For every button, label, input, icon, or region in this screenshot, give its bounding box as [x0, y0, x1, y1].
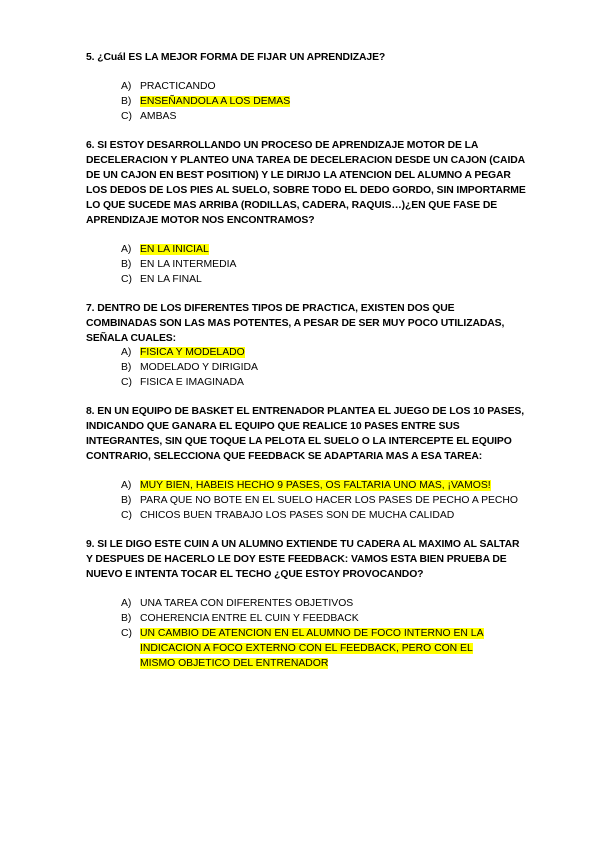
- answer-option-a: [121, 345, 258, 360]
- option-text-highlighted: MUY BIEN, HABEIS HECHO 9 PASES, OS FALTARIA UNO MAS, ¡VAMOS!: [140, 480, 491, 491]
- answer-options: [121, 596, 491, 671]
- question-5: [86, 50, 526, 122]
- option-letter: B): [121, 362, 132, 373]
- answer-option-c: [121, 109, 290, 124]
- option-letter: B): [121, 495, 132, 506]
- answer-option-b: [121, 257, 236, 272]
- answer-option-c: [121, 626, 491, 671]
- answer-option-a: [121, 242, 236, 257]
- answer-option-a: [121, 478, 518, 493]
- answer-option-c: [121, 375, 258, 390]
- question-6: [86, 138, 526, 285]
- question-text: 9. SI LE DIGO ESTE CUIN A UN ALUMNO EXTIENDE TU CADERA AL MAXIMO AL SALTAR Y DESPUES DE HACERLO LE DOY ESTE FEEDBACK: VAMOS ESTA BIEN PRUEBA DE NUEVO E INTENTA TOCAR EL TECHO ¿QUE ESTOY PROVOCANDO?: [86, 539, 520, 580]
- option-text: UNA TAREA CON DIFERENTES OBJETIVOS: [140, 598, 354, 609]
- question-8: [86, 404, 526, 521]
- option-letter: A): [121, 347, 132, 358]
- option-letter: C): [121, 628, 132, 639]
- option-letter: C): [121, 377, 132, 388]
- option-text-highlighted: FISICA Y MODELADO: [140, 347, 245, 358]
- question-text: 6. SI ESTOY DESARROLLANDO UN PROCESO DE APRENDIZAJE MOTOR DE LA DECELERACION Y PLANTEO UNA TAREA DE DECELERACION DESDE UN CAJON (CAIDA DE UN CAJON EN BEST POSITION) Y LE DIRIJO LA ATENCION DEL ALUMNO A PEGAR LOS DEDOS DE LOS PIES AL SUELO, SOBRE TODO EL DEDO GORDO, SIN IMPORTARME LO QUE SUCEDE MAS ARRIBA (RODILLAS, CADERA, RAQUIS…)¿EN QUE FASE DE APRENDIZAJE MOTOR NOS ENCONTRAMOS?: [86, 140, 526, 226]
- answer-option-b: [121, 94, 290, 109]
- option-letter: C): [121, 510, 132, 521]
- option-text: PRACTICANDO: [140, 81, 216, 92]
- option-letter: A): [121, 480, 132, 491]
- option-text: AMBAS: [140, 111, 177, 122]
- question-text: 8. EN UN EQUIPO DE BASKET EL ENTRENADOR PLANTEA EL JUEGO DE LOS 10 PASES, INDICANDO QUE GANARA EL EQUIPO QUE REALICE 10 PASES ENTRE SUS INTEGRANTES, SIN QUE TOQUE LA PELOTA EL SUELO O LA INTERCEPTE EL EQUIPO CONTRARIO, SELECCIONA QUE FEEDBACK SE ADAPTARIA MAS A ESA TAREA:: [86, 406, 525, 462]
- answer-options: [121, 478, 518, 523]
- answer-option-a: [121, 79, 290, 94]
- question-text: 5. ¿Cuál ES LA MEJOR FORMA DE FIJAR UN APRENDIZAJE?: [86, 52, 386, 63]
- option-letter: B): [121, 613, 132, 624]
- answer-options: [121, 242, 236, 287]
- option-text: EN LA INTERMEDIA: [140, 259, 237, 270]
- answer-options: [121, 345, 258, 390]
- question-9: [86, 537, 526, 669]
- option-text: EN LA FINAL: [140, 274, 202, 285]
- answer-option-c: [121, 508, 518, 523]
- answer-option-b: [121, 611, 491, 626]
- option-letter: A): [121, 81, 132, 92]
- answer-option-b: [121, 493, 518, 508]
- option-text: COHERENCIA ENTRE EL CUIN Y FEEDBACK: [140, 613, 359, 624]
- question-text: 7. DENTRO DE LOS DIFERENTES TIPOS DE PRACTICA, EXISTEN DOS QUE COMBINADAS SON LAS MAS POTENTES, A PESAR DE SER MUY POCO UTILIZADAS, SEÑALA CUALES:: [86, 303, 505, 344]
- option-text-highlighted: UN CAMBIO DE ATENCION EN EL ALUMNO DE FOCO INTERNO EN LA INDICACION A FOCO EXTERNO CON EL FEEDBACK, PERO CON EL MISMO OBJETICO DEL ENTRENADOR: [140, 628, 484, 669]
- option-letter: C): [121, 111, 132, 122]
- option-letter: B): [121, 259, 132, 270]
- answer-option-a: [121, 596, 491, 611]
- answer-option-c: [121, 272, 236, 287]
- option-letter: A): [121, 244, 132, 255]
- option-letter: C): [121, 274, 132, 285]
- option-text-highlighted: ENSEÑANDOLA A LOS DEMAS: [140, 96, 291, 107]
- question-7: [86, 301, 526, 388]
- option-text-highlighted: EN LA INICIAL: [140, 244, 209, 255]
- option-text: PARA QUE NO BOTE EN EL SUELO HACER LOS PASES DE PECHO A PECHO: [140, 495, 519, 506]
- option-text: FISICA E IMAGINADA: [140, 377, 244, 388]
- option-text: MODELADO Y DIRIGIDA: [140, 362, 258, 373]
- option-letter: B): [121, 96, 132, 107]
- option-text: CHICOS BUEN TRABAJO LOS PASES SON DE MUCHA CALIDAD: [140, 510, 455, 521]
- option-letter: A): [121, 598, 132, 609]
- answer-options: [121, 79, 290, 124]
- answer-option-b: [121, 360, 258, 375]
